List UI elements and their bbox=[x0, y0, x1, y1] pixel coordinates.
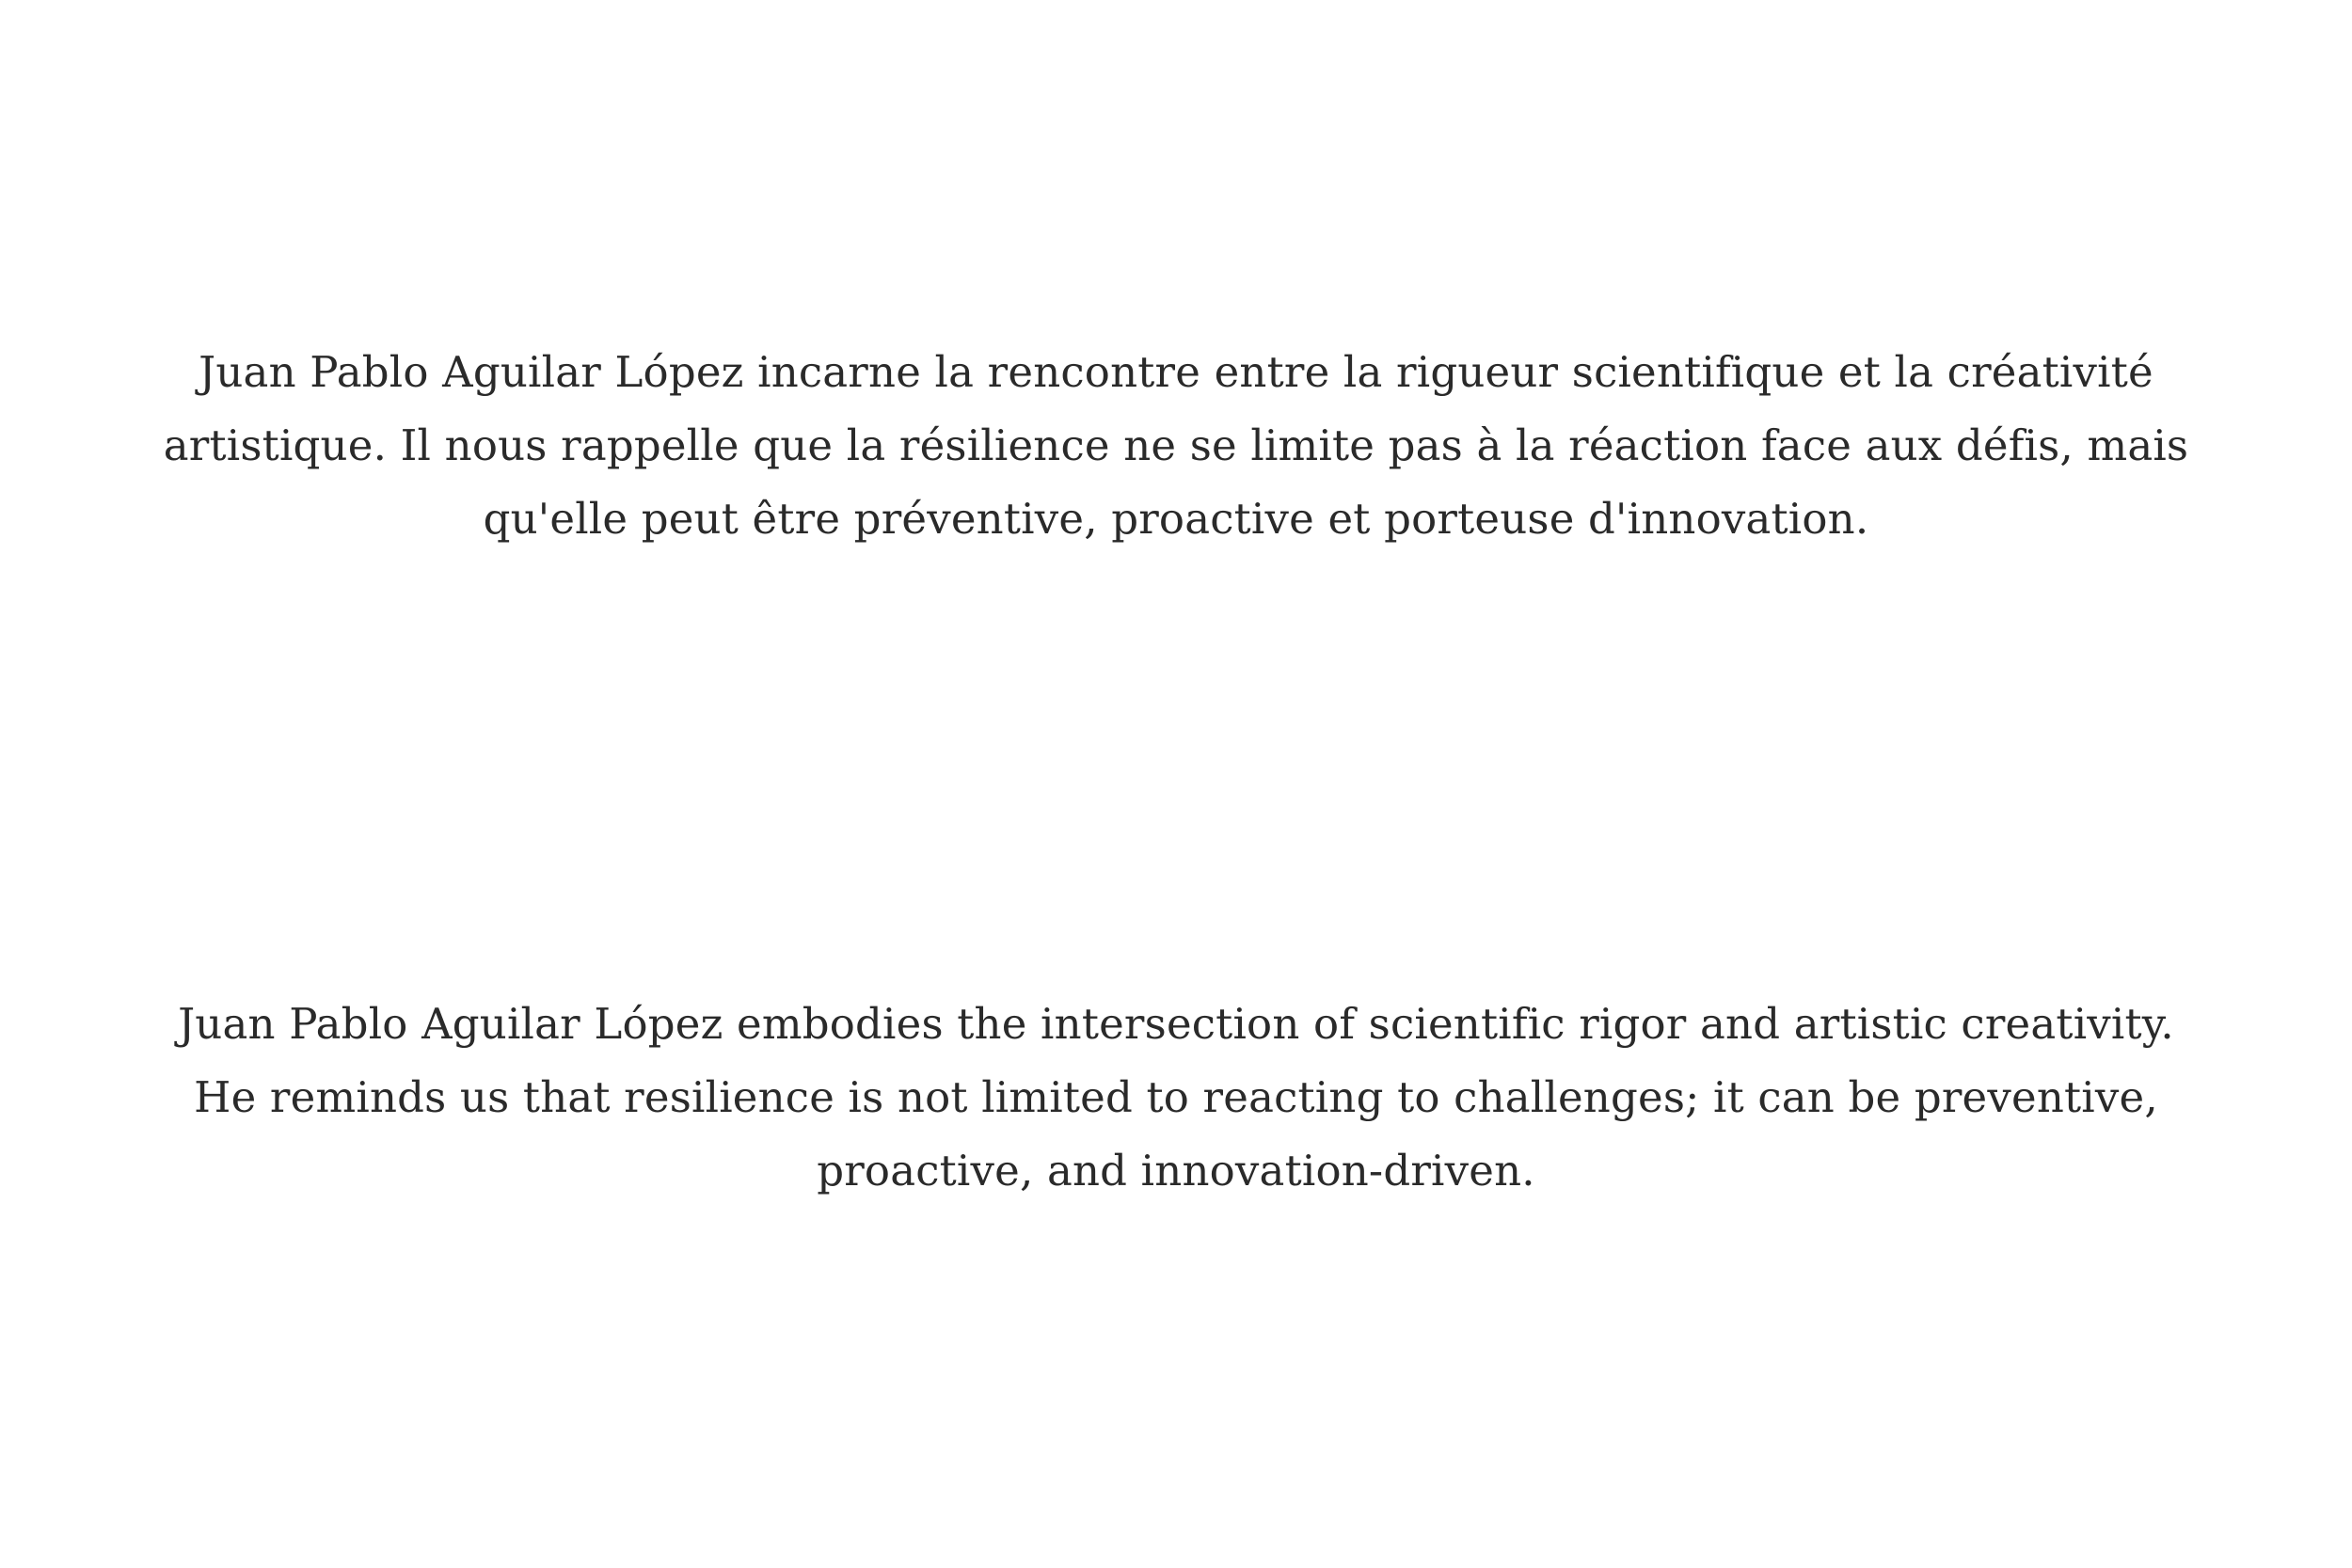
english-quote-line-3: proactive, and innovation-driven. bbox=[817, 1146, 1535, 1196]
french-quote-line-2: artistique. Il nous rappelle que la résilience ne se limite pas à la réaction face aux défis, mais bbox=[163, 420, 2189, 470]
french-quote-line-1: Juan Pablo Aguilar López incarne la rencontre entre la rigueur scientifique et la créativité bbox=[199, 347, 2153, 397]
english-quote-line-1: Juan Pablo Aguilar López embodies the intersection of scientific rigor and artistic creativity. bbox=[178, 999, 2174, 1049]
english-quote-line-2: He reminds us that resilience is not limited to reacting to challenges; it can be preventive, bbox=[194, 1072, 2158, 1122]
french-quote-line-3: qu'elle peut être préventive, proactive et porteuse d'innovation. bbox=[483, 494, 1869, 544]
french-quote-paragraph bbox=[151, 336, 2201, 556]
english-quote-paragraph bbox=[151, 988, 2201, 1208]
